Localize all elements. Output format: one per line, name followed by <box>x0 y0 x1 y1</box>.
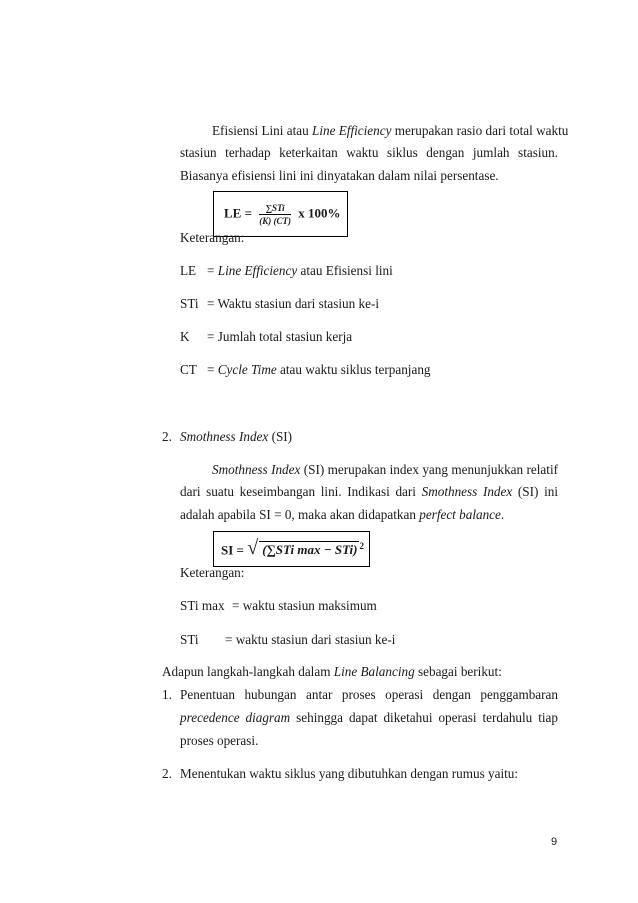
text: sehingga dapat diketahui operasi terdahulu tiap <box>290 710 558 725</box>
text: dari suatu keseimbangan lini. Indikasi dari <box>180 484 422 499</box>
def-desc-ct <box>207 362 431 378</box>
term-smothness-index: Smothness Index <box>421 484 513 499</box>
text: Adapun langkah-langkah dalam <box>162 664 334 679</box>
formula-si-body: (∑STi max − STi) <box>259 541 359 558</box>
text: = <box>207 362 218 377</box>
steps-intro <box>162 664 502 680</box>
keterangan2-title: Keterangan: <box>180 565 245 580</box>
def-symbol: LE <box>180 263 197 278</box>
term-line-balancing: Line Balancing <box>333 664 415 679</box>
text: . <box>500 507 505 522</box>
def-row-le <box>180 263 196 279</box>
step1-line3: proses operasi. <box>180 733 259 748</box>
text: atau waktu siklus terpanjang <box>276 362 431 377</box>
def-symbol-sti-max: STi max <box>180 598 225 613</box>
formula-le-numerator: ∑STi <box>259 203 291 215</box>
text: (SI) merupakan index yang menunjukkan relatif <box>300 462 558 477</box>
term-line-efficiency: Line Efficiency <box>217 263 298 278</box>
section2-number: 2. <box>162 429 172 444</box>
def-desc-le <box>207 263 393 279</box>
def-symbol-ct: CT <box>180 362 197 377</box>
text: atau Efisiensi lini <box>297 263 393 278</box>
text: adalah apabila SI = 0, maka akan didapatkan <box>180 507 420 522</box>
para1-line2: stasiun terhadap keterkaitan waktu siklus dengan jumlah stasiun. <box>180 145 558 160</box>
sqrt-icon: √ <box>247 537 259 560</box>
def-desc-sti-2: = waktu stasiun dari stasiun ke-i <box>225 632 396 647</box>
formula-si-sqrt <box>247 537 359 560</box>
def-desc-k: = Jumlah total stasiun kerja <box>207 329 353 344</box>
section2-line2 <box>180 484 558 500</box>
page-number: 9 <box>551 836 558 848</box>
def-symbol-k: K <box>180 329 190 344</box>
text: Efisiensi Lini atau <box>212 123 312 138</box>
formula-le-denominator: (K) (CT) <box>259 216 291 226</box>
term-precedence-diagram: precedence diagram <box>180 710 291 725</box>
def-desc-sti: = Waktu stasiun dari stasiun ke-i <box>207 296 380 311</box>
step2-line1: Menentukan waktu siklus yang dibutuhkan dengan rumus yaitu: <box>180 766 519 781</box>
text: merupakan rasio dari total waktu <box>391 123 569 138</box>
section2-line1 <box>212 462 558 478</box>
para1-line1 <box>212 123 568 139</box>
formula-le <box>224 203 341 226</box>
step1-line1: Penentuan hubungan antar proses operasi dengan penggambaran <box>180 687 558 702</box>
section2-heading <box>180 429 292 445</box>
formula-si-box <box>213 531 370 567</box>
para1-line3: Biasanya efisiensi lini ini dinyatakan dalam nilai persentase. <box>180 168 499 183</box>
keterangan1-title: Keterangan: <box>180 230 245 245</box>
text: = <box>207 263 218 278</box>
term-smothness-index: Smothness Index <box>212 462 301 477</box>
text: (SI) <box>268 429 293 444</box>
formula-le-lhs: LE = <box>224 205 252 221</box>
formula-si-lhs: SI = <box>221 542 244 558</box>
def-symbol-sti: STi <box>180 296 199 311</box>
term-line-efficiency: Line Efficiency <box>311 123 392 138</box>
formula-si <box>221 537 364 560</box>
step1-line2 <box>180 710 558 726</box>
term-perfect-balance: perfect balance <box>419 507 501 522</box>
text: sebagai berikut: <box>414 664 502 679</box>
step2-number: 2. <box>162 766 172 781</box>
def-desc-sti-max: = waktu stasiun maksimum <box>232 598 377 613</box>
section2-line3 <box>180 507 504 523</box>
def-symbol-sti-2: STi <box>180 632 199 647</box>
term-smothness-index: Smothness Index <box>180 429 269 444</box>
formula-si-exponent: 2 <box>359 541 364 551</box>
formula-le-rhs: x 100% <box>298 205 341 221</box>
formula-le-fraction <box>259 203 291 226</box>
step1-number: 1. <box>162 687 172 702</box>
text: (SI) ini <box>512 484 558 499</box>
term-cycle-time: Cycle Time <box>217 362 277 377</box>
